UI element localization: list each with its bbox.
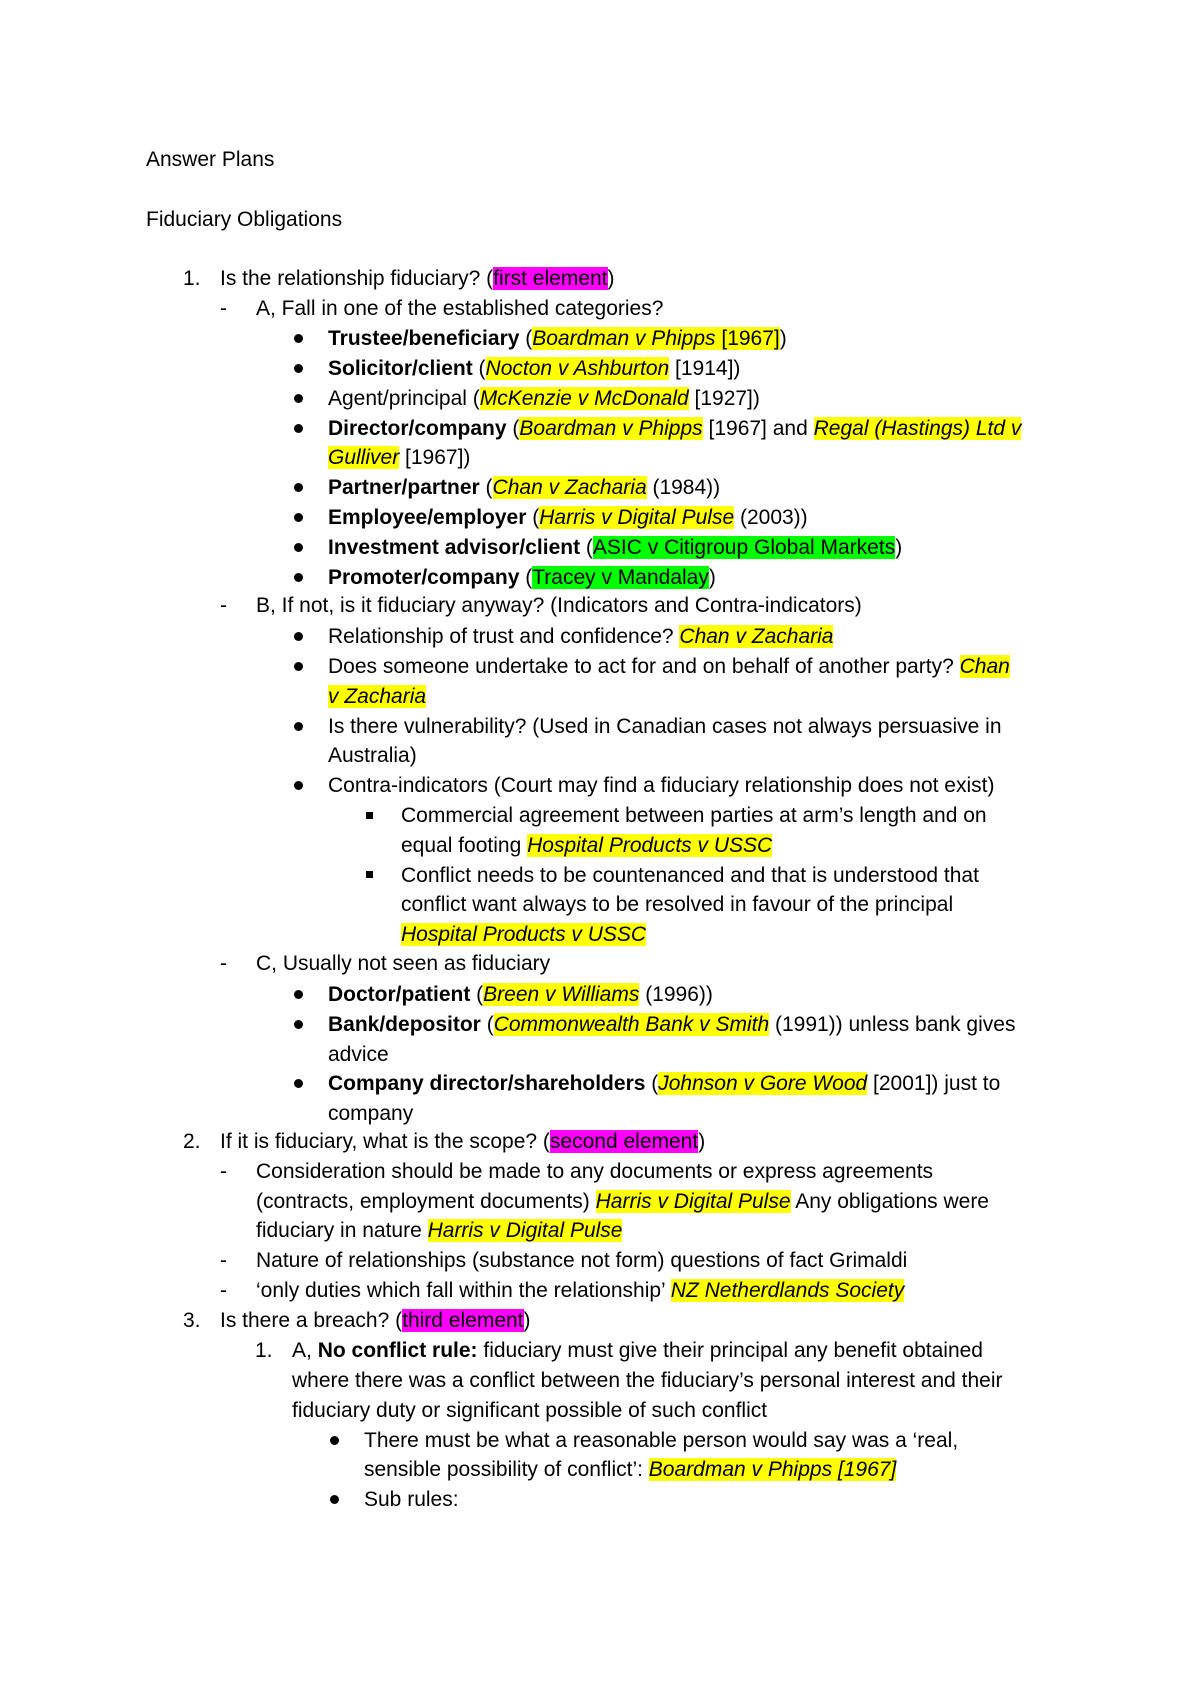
dash-marker: -: [220, 952, 227, 975]
text-segment: (: [519, 327, 533, 350]
text-segment: C, Usually not seen as fiduciary: [256, 952, 551, 975]
text-segment: Trustee/beneficiary: [328, 327, 520, 350]
highlighted-text: Boardman v Phipps: [532, 327, 716, 350]
highlighted-text: Chan: [959, 655, 1010, 678]
text-segment: sensible possibility of conflict’:: [364, 1458, 649, 1481]
text-segment: Contra-indicators (Court may find a fiduciary relationship does not exist): [328, 774, 995, 797]
bullet: [294, 513, 303, 522]
outline-line: [364, 1426, 958, 1456]
text-segment: Is the relationship fiduciary? (: [220, 267, 494, 290]
text-segment: (1984)): [646, 476, 721, 499]
outline-line: [292, 1366, 1003, 1396]
text-segment: Company director/shareholders: [328, 1072, 646, 1095]
text-segment: (: [580, 536, 593, 559]
outline-line: [364, 1455, 896, 1485]
outline-line: [256, 949, 550, 979]
highlighted-text: Commonwealth Bank v Smith: [493, 1013, 770, 1036]
outline-line: [328, 324, 787, 354]
document-title: Answer Plans: [146, 148, 275, 171]
highlighted-text: first element: [493, 267, 608, 290]
outline-line: [220, 1306, 531, 1336]
highlighted-text: ASIC v Citigroup Global Markets: [592, 536, 896, 559]
text-segment: Australia): [328, 744, 417, 767]
dash-marker: -: [220, 1249, 227, 1272]
highlighted-text: third element: [402, 1309, 524, 1332]
bullet: [294, 1020, 303, 1029]
sub-bullet: [366, 812, 373, 819]
text-segment: Is there a breach? (: [220, 1309, 403, 1332]
text-segment: B, If not, is it fiduciary anyway? (Indicators and Contra-indicators): [256, 594, 862, 617]
list-number-2: 2.: [183, 1130, 201, 1153]
text-segment: Conflict needs to be countenanced and that is understood that: [401, 864, 979, 887]
text-segment: (: [526, 506, 540, 529]
text-segment: Commercial agreement between parties at arm’s length and on: [401, 804, 987, 827]
text-segment: Partner/partner: [328, 476, 480, 499]
highlighted-text: Harris v Digital Pulse: [595, 1190, 791, 1213]
text-segment: (: [506, 417, 520, 440]
text-segment: Doctor/patient: [328, 983, 471, 1006]
outline-line: [328, 354, 740, 384]
highlighted-text: Breen v Williams: [483, 983, 640, 1006]
outline-line: [220, 1127, 705, 1157]
highlighted-text: Harris v Digital Pulse: [539, 506, 735, 529]
bullet: [294, 334, 303, 343]
highlighted-text: Nocton v Ashburton: [485, 357, 670, 380]
text-segment: If it is fiduciary, what is the scope? (: [220, 1130, 550, 1153]
outline-line: [328, 771, 994, 801]
highlighted-text: Tracey v Mandalay: [532, 566, 709, 589]
highlighted-text: [1967]: [715, 327, 780, 350]
text-segment: company: [328, 1102, 414, 1125]
outline-line: [328, 1069, 1000, 1099]
dash-marker: -: [220, 297, 227, 320]
text-segment: (: [645, 1072, 659, 1095]
bullet: [294, 662, 303, 671]
bullet: [294, 990, 303, 999]
text-segment: Solicitor/client: [328, 357, 473, 380]
text-segment: Agent/principal (: [328, 387, 480, 410]
text-segment: equal footing: [401, 834, 528, 857]
bullet: [294, 573, 303, 582]
text-segment: (: [472, 357, 486, 380]
outline-line: [328, 1099, 413, 1129]
text-segment: ): [698, 1130, 706, 1153]
highlighted-text: McKenzie v McDonald: [479, 387, 689, 410]
outline-line: [220, 264, 615, 294]
highlighted-text: Gulliver: [328, 446, 400, 469]
dash-marker: -: [220, 594, 227, 617]
outline-line: [328, 443, 470, 473]
highlighted-text: Regal (Hastings) Ltd v: [813, 417, 1022, 440]
outline-line: [256, 1187, 989, 1217]
text-segment: ‘only duties which fall within the relationship’: [256, 1279, 671, 1302]
text-segment: [1967] and: [702, 417, 814, 440]
outline-line: [328, 1040, 389, 1070]
text-segment: Is there vulnerability? (Used in Canadian cases not always persuasive in: [328, 715, 1002, 738]
outline-line: [256, 591, 862, 621]
outline-line: [328, 503, 808, 533]
outline-line: [401, 890, 953, 920]
text-segment: (1991)) unless bank gives: [769, 1013, 1016, 1036]
text-segment: There must be what a reasonable person would say was a ‘real,: [364, 1429, 959, 1452]
text-segment: advice: [328, 1043, 389, 1066]
text-segment: (contracts, employment documents): [256, 1190, 596, 1213]
text-segment: Any obligations were: [790, 1190, 989, 1213]
list-number-3-1: 1.: [255, 1339, 273, 1362]
section-heading: Fiduciary Obligations: [146, 208, 343, 231]
outline-line: [328, 1010, 1015, 1040]
outline-line: [401, 801, 987, 831]
text-segment: (1996)): [639, 983, 713, 1006]
outline-line: [328, 563, 716, 593]
highlighted-text: Hospital Products v USSC: [401, 923, 647, 946]
outline-line: [328, 741, 417, 771]
outline-line: [328, 980, 713, 1010]
text-segment: (: [480, 1013, 494, 1036]
text-segment: fiduciary in nature: [256, 1219, 428, 1242]
text-segment: Nature of relationships (substance not form) questions of fact Grimaldi: [256, 1249, 908, 1272]
text-segment: conflict want always to be resolved in favour of the principal: [401, 893, 954, 916]
highlighted-text: Boardman v Phipps: [519, 417, 703, 440]
highlighted-text: Chan v Zacharia: [492, 476, 647, 499]
bullet: [294, 424, 303, 433]
bullet: [294, 1079, 303, 1088]
list-number-3: 3.: [183, 1309, 201, 1332]
text-segment: (2003)): [734, 506, 808, 529]
highlighted-text: Hospital Products v USSC: [527, 834, 773, 857]
outline-line: [256, 1246, 907, 1276]
text-segment: Does someone undertake to act for and on behalf of another party?: [328, 655, 960, 678]
text-segment: [1914]): [669, 357, 741, 380]
text-segment: ): [708, 566, 716, 589]
bullet: [294, 543, 303, 552]
text-segment: ): [779, 327, 787, 350]
text-segment: Investment advisor/client: [328, 536, 581, 559]
outline-line: [328, 533, 902, 563]
outline-line: [401, 920, 646, 950]
outline-line: [328, 414, 1021, 444]
outline-line: [328, 622, 833, 652]
text-segment: [1967]): [399, 446, 471, 469]
text-segment: ): [607, 267, 615, 290]
highlighted-text: Chan v Zacharia: [679, 625, 834, 648]
text-segment: (: [470, 983, 484, 1006]
text-segment: Bank/depositor: [328, 1013, 481, 1036]
text-segment: [2001]) just to: [867, 1072, 1001, 1095]
outline-line: [292, 1396, 767, 1426]
highlighted-text: Johnson v Gore Wood: [658, 1072, 868, 1095]
highlighted-text: second element: [549, 1130, 699, 1153]
highlighted-text: Boardman v Phipps [1967]: [648, 1458, 897, 1481]
text-segment: No conflict rule:: [317, 1339, 478, 1362]
text-segment: (: [479, 476, 493, 499]
outline-line: [256, 1157, 933, 1187]
bullet: [294, 632, 303, 641]
outline-line: [256, 1216, 622, 1246]
text-segment: Employee/employer: [328, 506, 527, 529]
highlighted-text: Harris v Digital Pulse: [427, 1219, 623, 1242]
text-segment: Director/company: [328, 417, 507, 440]
bullet: [330, 1436, 339, 1445]
outline-line: [364, 1485, 459, 1515]
text-segment: ): [895, 536, 903, 559]
outline-line: [328, 384, 760, 414]
text-segment: A, Fall in one of the established categories?: [256, 297, 664, 320]
outline-line: [328, 473, 720, 503]
bullet: [294, 781, 303, 790]
text-segment: Sub rules:: [364, 1488, 459, 1511]
text-segment: fiduciary must give their principal any benefit obtained: [477, 1339, 983, 1362]
bullet: [294, 722, 303, 731]
list-number-1: 1.: [183, 267, 201, 290]
dash-marker: -: [220, 1160, 227, 1183]
outline-line: [401, 861, 979, 891]
text-segment: Promoter/company: [328, 566, 520, 589]
text-segment: [1927]): [688, 387, 760, 410]
text-segment: where there was a conflict between the fiduciary’s personal interest and their: [292, 1369, 1003, 1392]
highlighted-text: v Zacharia: [328, 685, 427, 708]
text-segment: A,: [292, 1339, 318, 1362]
bullet: [330, 1495, 339, 1504]
text-segment: (: [519, 566, 533, 589]
outline-line: [328, 682, 426, 712]
outline-line: [328, 652, 1010, 682]
text-segment: Consideration should be made to any documents or express agreements: [256, 1160, 934, 1183]
outline-line: [292, 1336, 983, 1366]
text-segment: Relationship of trust and confidence?: [328, 625, 680, 648]
outline-line: [256, 1276, 904, 1306]
text-segment: fiduciary duty or significant possible of such conflict: [292, 1399, 768, 1422]
bullet: [294, 483, 303, 492]
dash-marker: -: [220, 1279, 227, 1302]
text-segment: ): [523, 1309, 531, 1332]
highlighted-text: NZ Netherdlands Society: [670, 1279, 905, 1302]
outline-line: [256, 294, 663, 324]
bullet: [294, 394, 303, 403]
sub-bullet: [366, 871, 373, 878]
bullet: [294, 364, 303, 373]
outline-line: [328, 712, 1002, 742]
outline-line: [401, 831, 772, 861]
